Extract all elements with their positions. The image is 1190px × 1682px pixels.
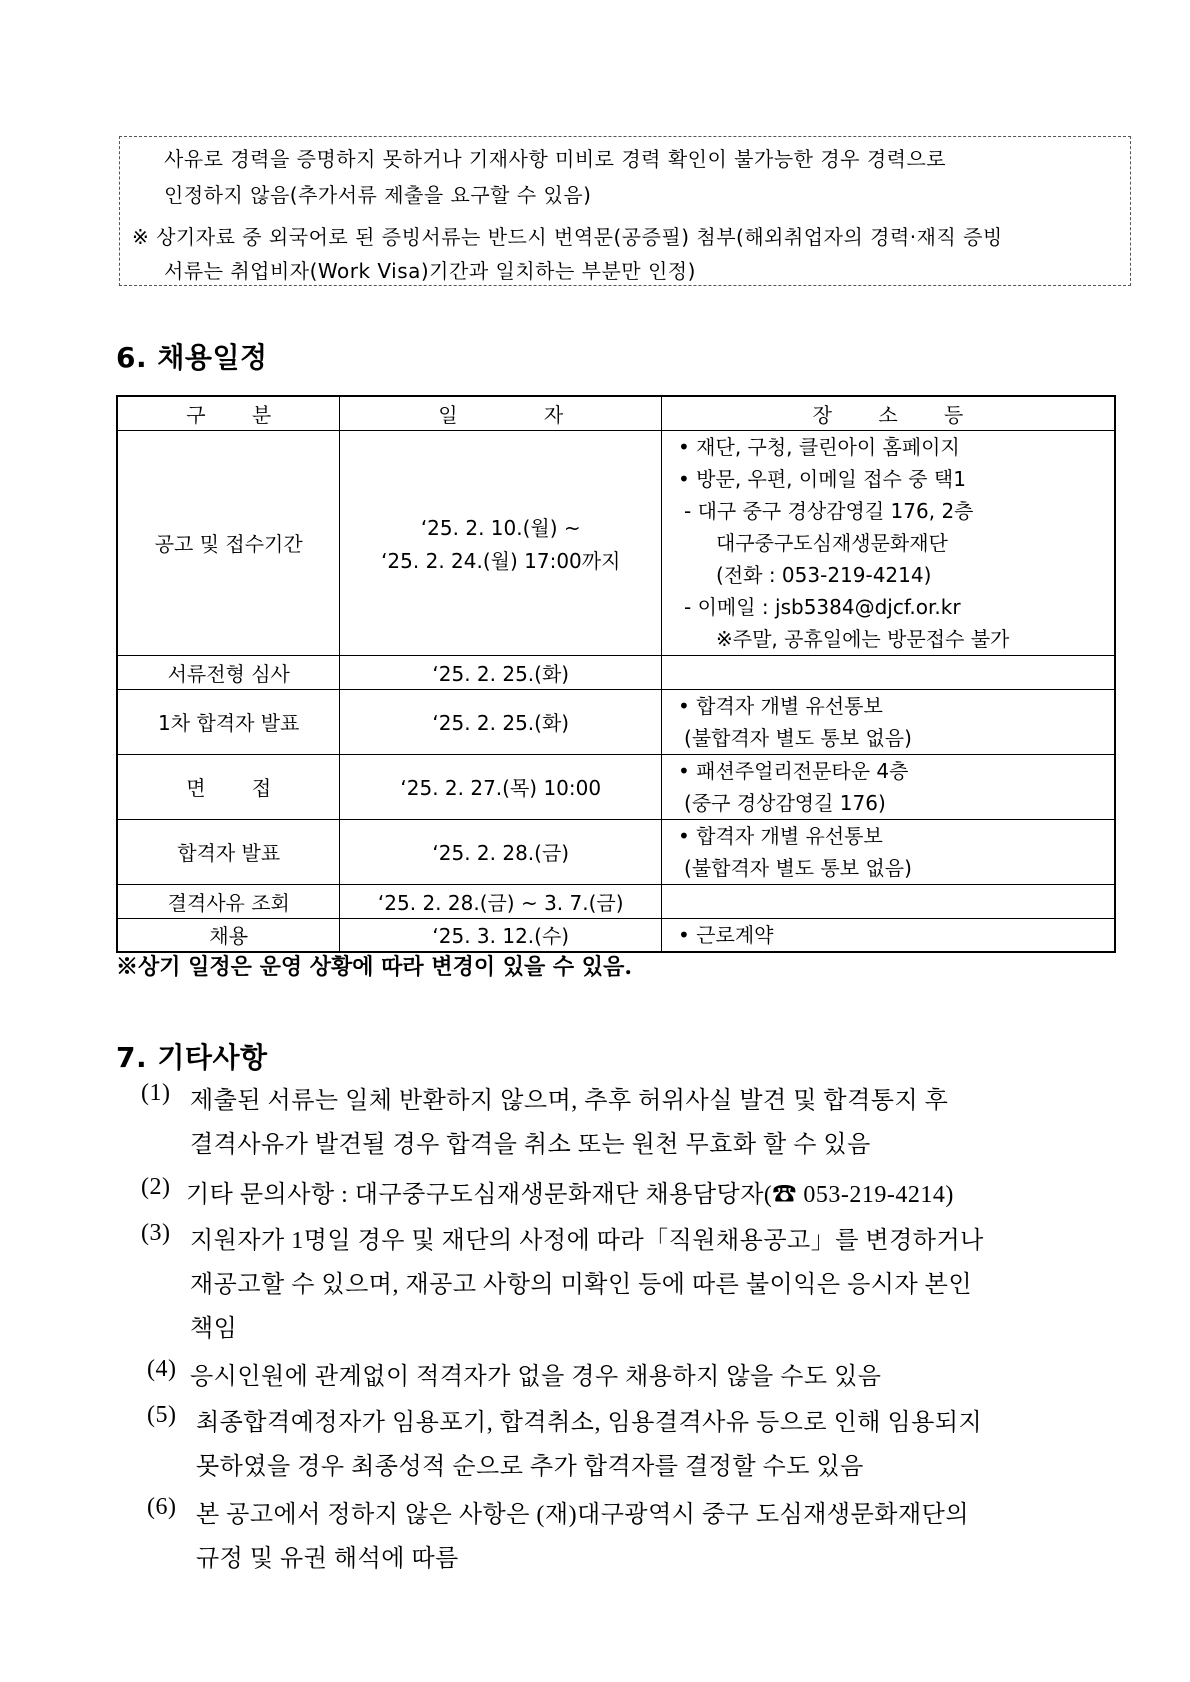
header-category: 구 분 xyxy=(117,396,340,430)
place-line: • 패션주얼리전문타운 4층 xyxy=(678,758,909,783)
item-line: 못하였을 경우 최종성적 순으로 추가 합격자를 결정할 수도 있음 xyxy=(196,1454,864,1480)
table-row xyxy=(117,819,1115,884)
table-row xyxy=(117,430,1115,655)
row-category: 채용 xyxy=(117,918,340,952)
table-row xyxy=(117,884,1115,918)
note-line-1: 사유로 경력을 증명하지 못하거나 기재사항 미비로 경력 확인이 불가능한 경우 경력으로 xyxy=(164,147,947,171)
place-line: (불합격자 별도 통보 없음) xyxy=(684,725,912,750)
note-line-2: 인정하지 않음(추가서류 제출을 요구할 수 있음) xyxy=(164,183,592,207)
schedule-footnote: ※상기 일정은 운영 상황에 따라 변경이 있을 수 있음. xyxy=(116,954,632,980)
item-number: (6) xyxy=(147,1494,177,1520)
place-line: 대구중구도심재생문화재단 xyxy=(716,530,948,555)
place-line: - 대구 중구 경상감영길 176, 2층 xyxy=(684,498,974,523)
section-6-title: 6. 채용일정 xyxy=(116,341,268,374)
note-box xyxy=(119,136,1131,286)
item-line: 기타 문의사항 : 대구중구도심재생문화재단 채용담당자(☎ 053-219-4214) xyxy=(186,1182,954,1208)
place-line: • 합격자 개별 유선통보 xyxy=(678,693,883,718)
schedule-table xyxy=(116,395,1116,953)
table-row xyxy=(117,655,1115,689)
row-place xyxy=(662,884,1115,918)
row-place xyxy=(662,918,1115,952)
item-number: (2) xyxy=(141,1174,171,1200)
place-line: - 이메일 : jsb5384@djcf.or.kr xyxy=(684,594,961,619)
item-line: 재공고할 수 있으며, 재공고 사항의 미확인 등에 따른 불이익은 응시자 본인 xyxy=(190,1272,973,1298)
date-line: ‘25. 2. 24.(월) 17:00까지 xyxy=(381,548,621,573)
header-place: 장 소 등 xyxy=(662,396,1115,430)
row-place xyxy=(662,655,1115,689)
item-line: 제출된 서류는 일체 반환하지 않으며, 추후 허위사실 발견 및 합격통지 후 xyxy=(190,1088,949,1114)
item-line: 본 공고에서 정하지 않은 사항은 (재)대구광역시 중구 도심재생문화재단의 xyxy=(196,1502,970,1528)
row-category: 결격사유 조회 xyxy=(117,884,340,918)
item-line: 응시인원에 관계없이 적격자가 없을 경우 채용하지 않을 수도 있음 xyxy=(190,1364,882,1390)
row-date: ‘25. 2. 25.(화) xyxy=(340,655,662,689)
item-number: (4) xyxy=(147,1356,177,1382)
row-category: 서류전형 심사 xyxy=(117,655,340,689)
row-date: ‘25. 2. 25.(화) xyxy=(340,689,662,754)
date-line: ‘25. 2. 10.(월) ~ xyxy=(420,515,581,540)
table-header-row xyxy=(117,396,1115,430)
row-category: 합격자 발표 xyxy=(117,819,340,884)
section-7-title: 7. 기타사항 xyxy=(116,1041,268,1074)
note-line-3: ※ 상기자료 중 외국어로 된 증빙서류는 반드시 번역문(공증필) 첨부(해외취업자의 경력·재직 증빙 xyxy=(132,225,1003,249)
row-category: 1차 합격자 발표 xyxy=(117,689,340,754)
row-date: ‘25. 2. 28.(금) ~ 3. 7.(금) xyxy=(340,884,662,918)
table-row xyxy=(117,754,1115,819)
row-place xyxy=(662,819,1115,884)
place-line: (전화 : 053-219-4214) xyxy=(716,562,932,587)
row-place xyxy=(662,754,1115,819)
row-date: ‘25. 3. 12.(수) xyxy=(340,918,662,952)
place-line: • 근로계약 xyxy=(678,922,774,947)
item-line: 책임 xyxy=(190,1316,238,1342)
table-row xyxy=(117,918,1115,952)
item-line: 결격사유가 발견될 경우 합격을 취소 또는 원천 무효화 할 수 있음 xyxy=(190,1132,871,1158)
note-line-4: 서류는 취업비자(Work Visa)기간과 일치하는 부분만 인정) xyxy=(164,259,696,283)
item-number: (3) xyxy=(141,1220,171,1246)
item-number: (1) xyxy=(141,1080,171,1106)
row-place xyxy=(662,430,1115,655)
item-line: 지원자가 1명일 경우 및 재단의 사정에 따라「직원채용공고」를 변경하거나 xyxy=(190,1228,984,1254)
row-date: ‘25. 2. 27.(목) 10:00 xyxy=(340,754,662,819)
place-line: • 재단, 구청, 클린아이 홈페이지 xyxy=(678,434,960,459)
header-date: 일 자 xyxy=(340,396,662,430)
row-category: 면 접 xyxy=(117,754,340,819)
place-line: • 방문, 우편, 이메일 접수 중 택1 xyxy=(678,466,966,491)
place-line: (불합격자 별도 통보 없음) xyxy=(684,855,912,880)
row-date xyxy=(340,430,662,655)
place-line: • 합격자 개별 유선통보 xyxy=(678,823,883,848)
item-number: (5) xyxy=(147,1402,177,1428)
row-category: 공고 및 접수기간 xyxy=(117,430,340,655)
place-line: (중구 경상감영길 176) xyxy=(684,790,886,815)
row-date: ‘25. 2. 28.(금) xyxy=(340,819,662,884)
row-place xyxy=(662,689,1115,754)
place-line: ※주말, 공휴일에는 방문접수 불가 xyxy=(716,626,1010,651)
item-line: 최종합격예정자가 임용포기, 합격취소, 임용결격사유 등으로 인해 임용되지 xyxy=(196,1410,983,1436)
item-line: 규정 및 유권 해석에 따름 xyxy=(196,1546,459,1572)
table-row xyxy=(117,689,1115,754)
